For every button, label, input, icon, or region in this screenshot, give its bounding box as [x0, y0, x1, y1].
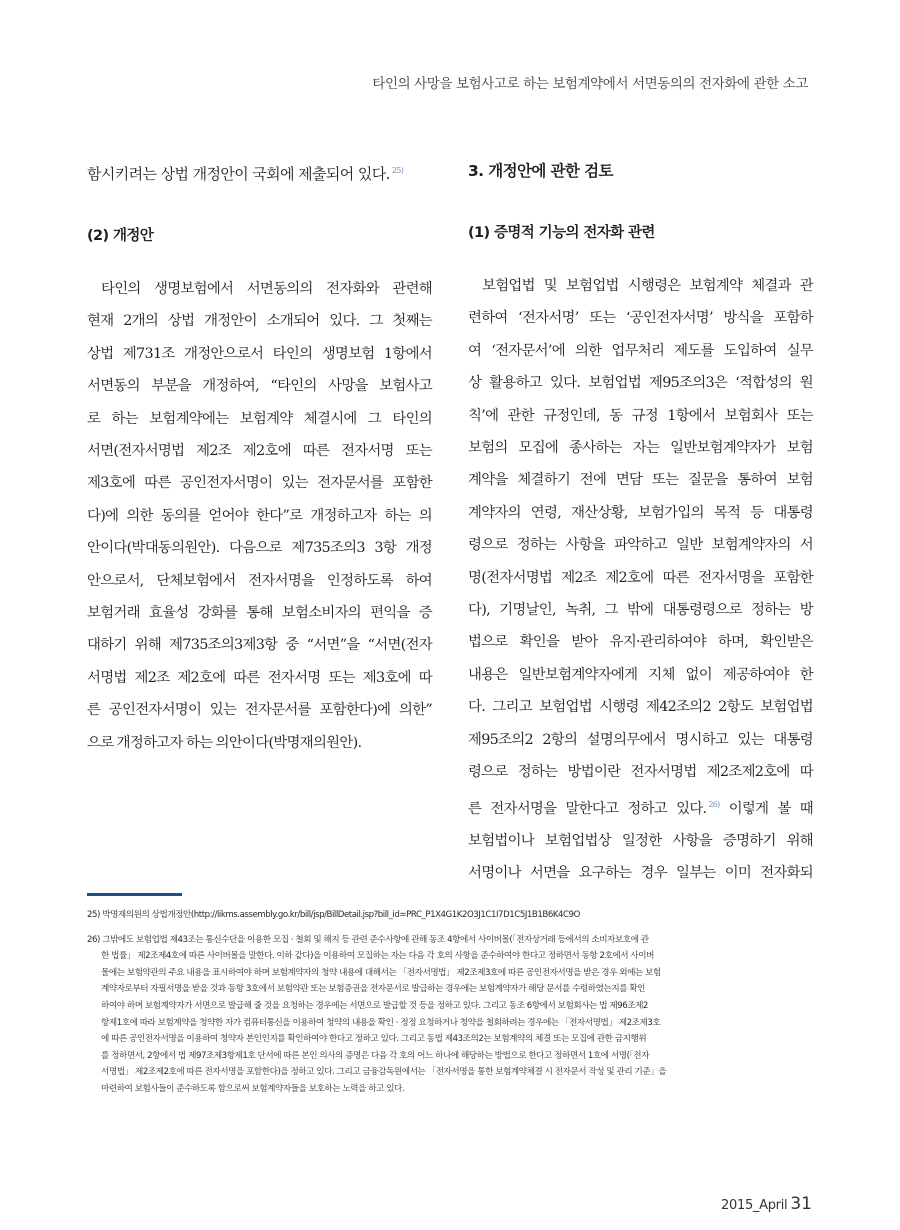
text-line: 칙’에 관한 규정인데, 동 규정 1항에서 보험회사 또는 [468, 407, 813, 424]
text-line-tail: 이렇게 볼 때 [728, 800, 813, 817]
text-line: 령으로 정하는 사항을 파악하고 일반 보험계약자의 서 [468, 537, 813, 554]
text-line: 서명이나 서면을 요구하는 경우 일부는 이미 전자화되 [468, 865, 813, 882]
text-line: 보험의 모집에 종사하는 자는 일반보험계약자가 보험 [468, 440, 813, 457]
left-column [87, 160, 432, 759]
text-line: 른 공인전자서명이 있는 전자문서를 포함한다)에 의한” [87, 702, 432, 719]
left-body-paragraph [87, 273, 432, 759]
text-line: 여 ‘전자문서’에 의한 업무처리 제도를 도입하여 실무 [468, 342, 813, 359]
text-line: 상법 제731조 개정안으로서 타인의 생명보험 1항에서 [87, 345, 432, 362]
text-line: 타인의 생명보험에서 서면동의의 전자화와 관련해 [101, 281, 432, 297]
text-line: 보험업법 및 보험업법 시행령은 보험계약 체결과 관 [482, 278, 813, 294]
footnote-line: 에 따른 공인전자서명을 이용하여 청약자 본인인지를 확인하여야 한다고 정하고 있다. 그리고 동법 제43조의2는 보험계약의 체결 또는 모집에 관한 금지행위 [101, 1034, 647, 1045]
text-line: 안으로서, 단체보험에서 전자서명을 인정하도록 하여 [87, 572, 432, 589]
text-line: 서면(전자서명법 제2조 제2호에 따른 전자서명 또는 [87, 443, 432, 460]
right-subheading: (1) 증명적 기능의 전자화 관련 [468, 225, 655, 241]
text-line: 내용은 일반보험계약자에게 지체 없이 제공하여야 한 [468, 666, 813, 683]
footnote-line: 서명법」 제2조제2호에 따른 전자서명을 포함한다)을 정하고 있다. 그리고 금융감독원에서는 「전자서명을 통한 보험계약체결 시 전자문서 작성 및 관리 기준」을 [101, 1067, 667, 1078]
text-line: 계약자의 연령, 재산상황, 보험가입의 목적 등 대통령 [468, 504, 813, 521]
text-line: 제95조의2 2항의 설명의무에서 명시하고 있는 대통령 [468, 731, 813, 748]
footnote-line: 몰에는 보험약관의 주요 내용을 표시하여야 하며 보험계약자의 청약 내용에 대해서는 「전자서명법」 제2조제3호에 따른 공인전자서명을 받은 경우 외에는 보험 [101, 967, 661, 978]
left-lead-line [87, 160, 432, 185]
text-line: 안이다(박대동의원안). 다음으로 제735조의3 3항 개정 [87, 540, 432, 557]
text-line: 제3호에 따른 공인전자서명이 있는 전자문서를 포함한 [87, 475, 432, 492]
text-line: 서명법 제2조 제2호에 따른 전자서명 또는 제3호에 따 [87, 669, 432, 686]
text-line: 현재 2개의 상법 개정안이 소개되어 있다. 그 첫째는 [87, 313, 432, 330]
footnote-ref-25[interactable]: 25) [391, 166, 404, 175]
text-line: 명(전자서명법 제2조 제2호에 따른 전자서명을 포함한 [468, 569, 813, 586]
text-line: 령으로 정하는 방법이란 전자서명법 제2조제2호에 따 [468, 764, 813, 781]
footnote-line: 한 법률」 제2조제4호에 따른 사이버몰을 말한다. 이하 같다)을 이용하여 모집하는 자는 다음 각 호의 사항을 준수하여야 한다고 정하면서 동항 2호에서 사이버 [101, 951, 654, 962]
text-line: 으로 개정하고자 하는 의안이다(박명재의원안). [87, 734, 362, 751]
text-line: 서면동의 부분을 개정하여, “타인의 사망을 보험사고 [87, 378, 432, 395]
text-line-with-footnote [468, 789, 813, 825]
text-line: 다)에 의한 동의를 얻어야 한다”로 개정하고자 하는 의 [87, 507, 432, 524]
text-line: 보험거래 효율성 강화를 통해 보험소비자의 편익을 증 [87, 605, 432, 622]
text-line: 법으로 확인을 받아 유지·관리하여야 하며, 확인받은 [468, 634, 813, 651]
issue-date: 2015_April [721, 1198, 788, 1213]
section-heading: 3. 개정안에 관한 검토 [468, 162, 613, 180]
text-line: 계약을 체결하기 전에 면담 또는 질문을 통하여 보험 [468, 472, 813, 489]
left-subheading: (2) 개정안 [87, 228, 154, 244]
footnote-line: 하여야 하며 보험계약자가 서면으로 발급해 줄 것을 요청하는 경우에는 서면으로 발급할 것 등을 정하고 있다. 그리고 동조 6항에서 보험회사는 법 제96조제2 [101, 1000, 648, 1011]
footnote-line: 26) 그밖에도 보험업법 제43조는 통신수단을 이용한 모집 · 철회 및 해지 등 관련 준수사항에 관해 동조 4항에서 사이버몰(「전자상거래 등에서의 소비자보호에 관 [87, 934, 649, 945]
text-line: 대하기 위해 제735조의3제3항 중 “서면”을 “서면(전자 [87, 637, 432, 654]
text-line: 상 활용하고 있다. 보험업법 제95조의3은 ‘적합성의 원 [468, 375, 813, 392]
footnote-line: 25) 박명재의원의 상법개정안(http://likms.assembly.go.kr/bill/jsp/BillDetail.jsp?bill_id=PRC_P1X4G1K2O3J1C1I7D1C5J1B1B6K4C9O [87, 910, 580, 920]
footnote-line: 항제1호에 따라 보험계약을 청약한 자가 컴퓨터통신을 이용하여 청약의 내용을 확인 · 정정 요청하거나 청약을 철회하려는 경우에는 「전자서명법」 제2조제3호 [101, 1017, 661, 1028]
left-lead-text: 함시키려는 상법 개정안이 국회에 제출되어 있다. [87, 165, 390, 183]
footnote-line: 마련하여 보험사들이 준수하도록 함으로써 보험계약자들을 보호하는 노력을 하고 있다. [101, 1083, 405, 1094]
footnote-25 [87, 907, 815, 924]
footnote-26 [87, 932, 815, 1098]
footnote-ref-26[interactable]: 26) [708, 799, 720, 809]
footnote-line: 를 정하면서, 2항에서 법 제97조제3항제1호 단서에 따른 본인 의사의 증명은 다음 각 호의 어느 하나에 해당하는 방법으로 한다고 정하면서 1호에 서명(「전자 [101, 1050, 650, 1061]
page-footer [721, 1194, 812, 1214]
footnotes [87, 907, 815, 1106]
text-line: 다), 기명날인, 녹취, 그 밖에 대통령령으로 정하는 방 [468, 602, 813, 619]
text-line: 보험법이나 보험업법상 일정한 사항을 증명하기 위해 [468, 832, 813, 849]
right-column [468, 160, 813, 890]
text-line-start: 른 전자서명을 말한다고 정하고 있다. [468, 800, 707, 817]
footnote-line: 계약자로부터 자필서명을 받을 것과 동항 3호에서 보험약관 또는 보험증권을 전자문서로 발급하는 경우에는 보험계약자가 해당 문서를 수령하였는지를 확인 [101, 984, 646, 995]
right-body-paragraph [468, 270, 813, 890]
text-line: 련하여 ‘전자서명’ 또는 ‘공인전자서명’ 방식을 포함하 [468, 310, 813, 327]
page-number: 31 [790, 1194, 812, 1214]
footnote-divider [87, 893, 182, 896]
text-line: 다. 그리고 보험업법 시행령 제42조의2 2항도 보험업법 [468, 699, 813, 716]
running-header: 타인의 사망을 보험사고로 하는 보험계약에서 서면동의의 전자화에 관한 소고 [372, 76, 808, 92]
text-line: 로 하는 보험계약에는 보험계약 체결시에 그 타인의 [87, 410, 432, 427]
